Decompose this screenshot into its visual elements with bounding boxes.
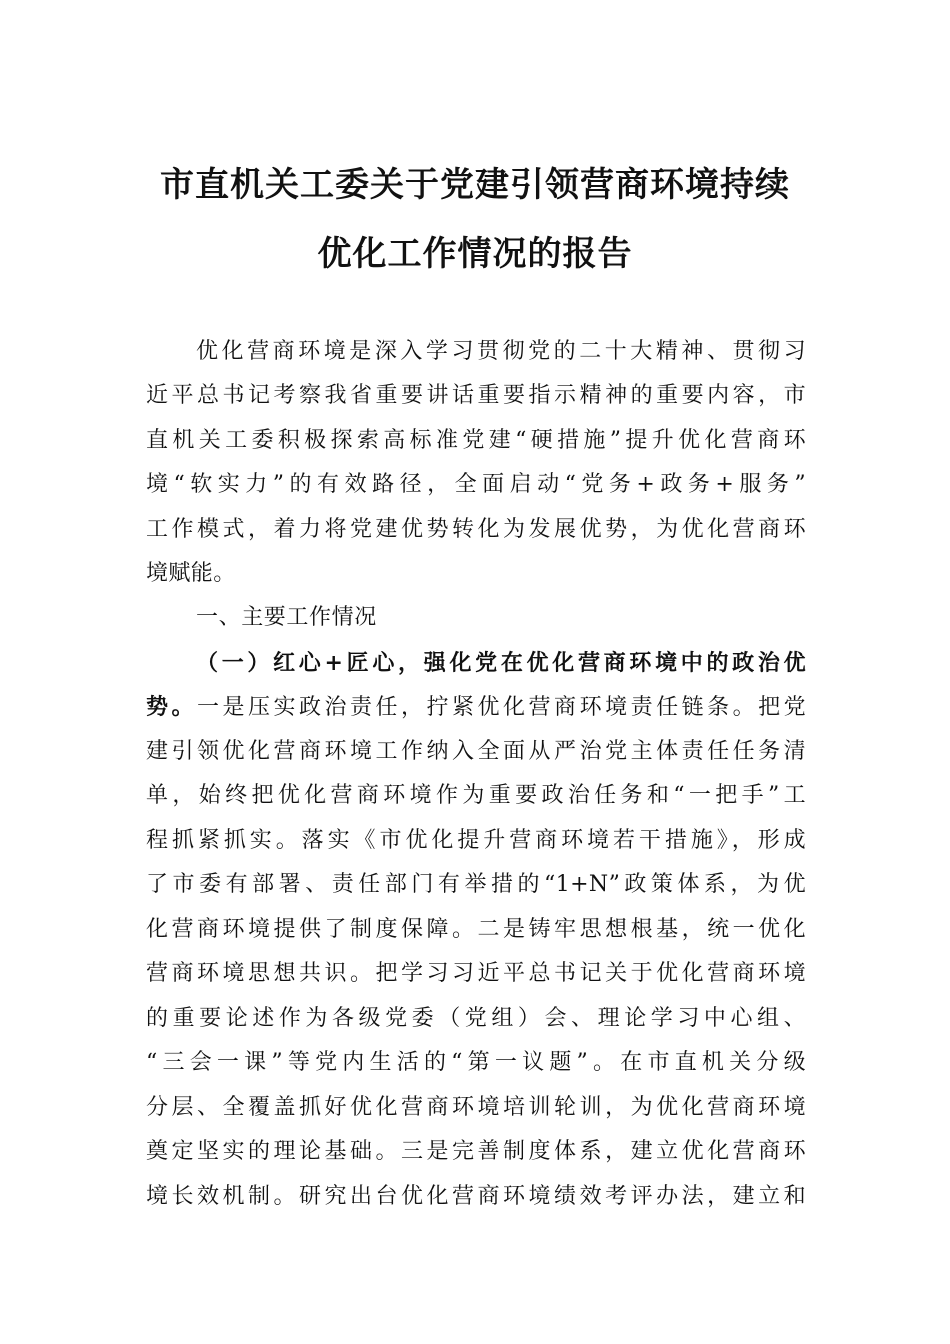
body-line-2: 建引领优化营商环境工作纳入全面从严治党主体责任任务清 xyxy=(146,739,806,764)
body-line-4: 程抓紧抓实。落实《市优化提升营商环境若干措施》，形成 xyxy=(146,828,806,853)
intro-line-2: 近平总书记考察我省重要讲话重要指示精神的重要内容，市 xyxy=(146,383,806,408)
intro-line-3: 直机关工委积极探索高标准党建“硬措施”提升优化营商环 xyxy=(146,428,806,453)
body-line-7: 营商环境思想共识。把学习习近平总书记关于优化营商环境 xyxy=(146,961,806,986)
intro-line-1: 优化营商环境是深入学习贯彻党的二十大精神、贯彻习 xyxy=(196,339,806,364)
body-line-5: 了市委有部署、责任部门有举措的“1+N”政策体系，为优 xyxy=(146,872,806,897)
body-line-1-rest: 一是压实政治责任，拧紧优化营商环境责任链条。把党 xyxy=(197,695,806,720)
body-line-3: 单，始终把优化营商环境作为重要政治任务和“一把手”工 xyxy=(146,783,806,808)
document-title-line-2: 优化工作情况的报告 xyxy=(317,234,633,274)
body-line-9: “三会一课”等党内生活的“第一议题”。在市直机关分级 xyxy=(146,1050,806,1075)
body-line-1 xyxy=(146,692,806,723)
subsection-heading-part-2: 势。 xyxy=(146,694,198,720)
subsection-heading-part-1: （一）红心+匠心，强化党在优化营商环境中的政治优 xyxy=(196,650,806,676)
body-line-6: 化营商环境提供了制度保障。二是铸牢思想根基，统一优化 xyxy=(146,917,806,942)
body-line-11: 奠定坚实的理论基础。三是完善制度体系，建立优化营商环 xyxy=(146,1139,806,1164)
body-line-12: 境长效机制。研究出台优化营商环境绩效考评办法，建立和 xyxy=(146,1184,806,1209)
body-line-8: 的重要论述作为各级党委（党组）会、理论学习中心组、 xyxy=(146,1006,806,1031)
subsection-heading-1 xyxy=(196,648,806,679)
intro-line-5: 工作模式，着力将党建优势转化为发展优势，为优化营商环 xyxy=(146,517,806,542)
body-line-10: 分层、全覆盖抓好优化营商环境培训轮训，为优化营商环境 xyxy=(146,1095,806,1120)
document-title-line-1: 市直机关工委关于党建引领营商环境持续 xyxy=(160,165,790,205)
intro-line-4: 境“软实力”的有效路径，全面启动“党务+政务+服务” xyxy=(146,472,806,497)
section-heading-1: 一、主要工作情况 xyxy=(196,605,377,630)
intro-line-6: 境赋能。 xyxy=(146,561,236,586)
